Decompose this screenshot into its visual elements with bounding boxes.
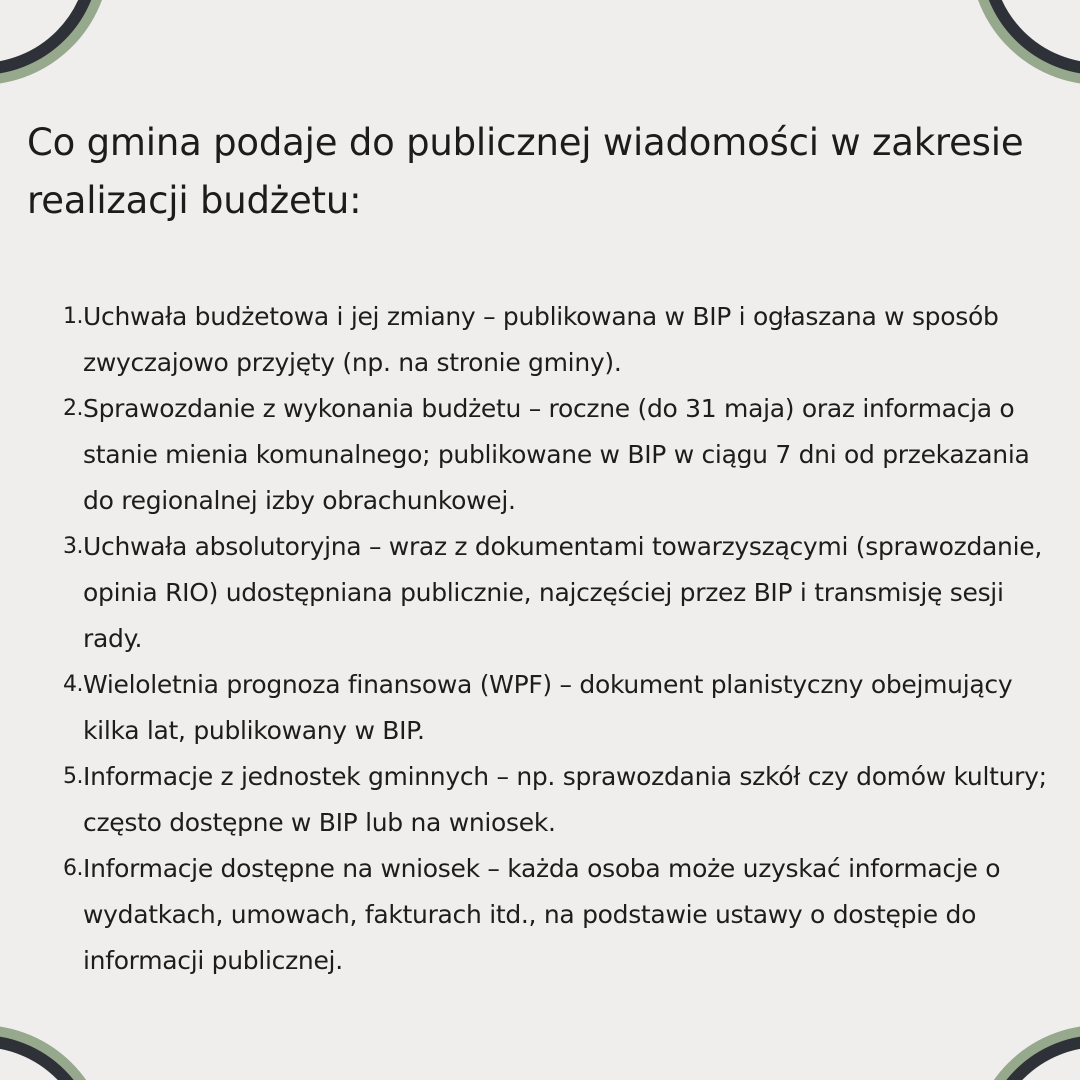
list-item (50, 524, 1060, 662)
list-item (50, 662, 1060, 754)
page-title: Co gmina podaje do publicznej wiadomości w zakresie realizacji budżetu: (27, 121, 1024, 222)
list-item-number: 5. (63, 764, 83, 789)
list-item-text: Wieloletnia prognoza finansowa (WPF) – dokument planistyczny obejmujący kilka lat, publikowany w BIP. (83, 670, 1013, 745)
corner-decoration-bottom-left (0, 1035, 100, 1080)
budget-information-list (50, 294, 1060, 984)
list-item-text: Uchwała absolutoryjna – wraz z dokumentami towarzyszącymi (sprawozdanie, opinia RIO) udostępniana publicznie, najczęściej przez BIP i transmisję sesji rady. (83, 532, 1042, 653)
list-item (50, 386, 1060, 524)
list-item-text: Sprawozdanie z wykonania budżetu – roczne (do 31 maja) oraz informacja o stanie mienia komunalnego; publikowane w BIP w ciągu 7 dni od przekazania do regionalnej izby obrachunkowej. (83, 394, 1030, 515)
list-item-text: Informacje z jednostek gminnych – np. sprawozdania szkół czy domów kultury; często dostępne w BIP lub na wniosek. (83, 762, 1047, 837)
corner-decoration-top-left (0, 0, 100, 75)
list-item (50, 294, 1060, 386)
list-item (50, 754, 1060, 846)
list-item-text: Uchwała budżetowa i jej zmiany – publikowana w BIP i ogłaszana w sposób zwyczajowo przyjęty (np. na stronie gminy). (83, 302, 999, 377)
list-item-text: Informacje dostępne na wniosek – każda osoba może uzyskać informacje o wydatkach, umowach, fakturach itd., na podstawie ustawy o dostępie do informacji publicznej. (83, 854, 1001, 975)
list-item-number: 3. (63, 534, 83, 559)
list-item (50, 846, 1060, 984)
list-item-number: 1. (63, 304, 83, 329)
corner-decoration-top-right (980, 0, 1080, 75)
list-item-number: 6. (63, 856, 83, 881)
list-item-number: 2. (63, 396, 83, 421)
list-item-number: 4. (63, 672, 83, 697)
corner-decoration-bottom-right (980, 1035, 1080, 1080)
